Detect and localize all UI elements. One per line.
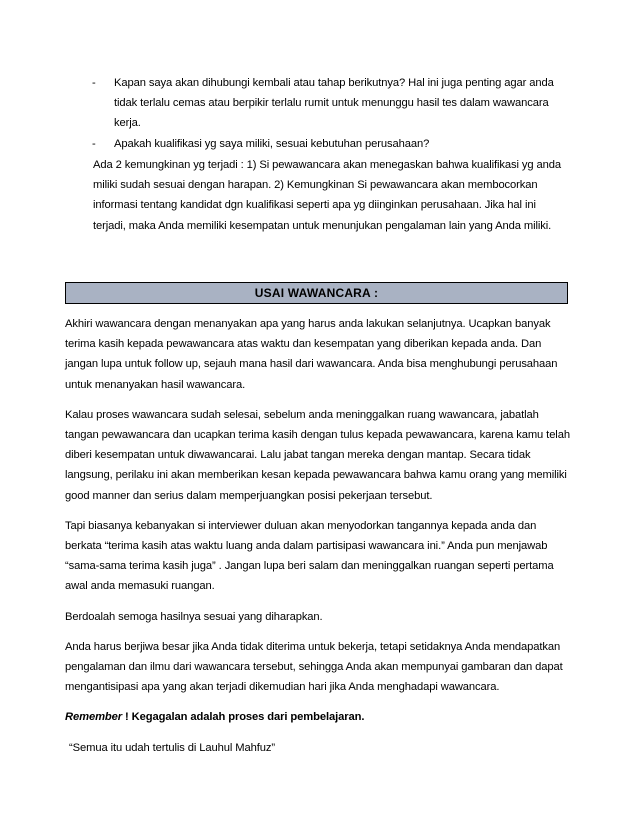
paragraph: Berdoalah semoga hasilnya sesuai yang diharapkan. <box>65 610 323 623</box>
section-heading: USAI WAWANCARA : <box>65 282 568 304</box>
paragraph: Anda harus berjiwa besar jika Anda tidak diterima untuk bekerja, tetapi setidaknya Anda mendapatkan pengalaman dan ilmu dari wawancara tersebut, sehingga Anda akan mempunyai gambaran dan dapat mengantisipasi apa yang akan terjadi dikemudian hari jika Anda menghadapi wawancara. <box>65 640 563 694</box>
paragraph: Akhiri wawancara dengan menanyakan apa yang harus anda lakukan selanjutnya. Ucapkan banyak terima kasih kepada pewawancara atas waktu dan kesempatan yang diberikan kepada anda. Dan jangan lupa untuk follow up, sejauh mana hasil dari wawancara. Anda bisa menghubungi perusahaan untuk menanyakan hasil wawancara. <box>65 318 558 391</box>
bullet-text: Kapan saya akan dihubungi kembali atau tahap berikutnya? Hal ini juga penting agar anda tidak terlalu cemas atau berpikir terlalu rumit untuk menunggu hasil tes dalam wawancara kerja. <box>114 77 554 130</box>
possibilities-paragraph: Ada 2 kemungkinan yg terjadi : 1) Si pewawancara akan menegaskan bahwa kualifikasi yg anda miliki sudah sesuai dengan harapan. 2) Kemungkinan Si pewawancara akan membocorkan informasi tentang kandidat dgn kualifikasi seperti apa yg diinginkan perusahaan. Jika hal ini terjadi, maka Anda memiliki kesempatan untuk menunjukan pengalaman lain yang Anda miliki. <box>93 159 561 232</box>
list-item <box>88 134 568 154</box>
bullet-text: Apakah kualifikasi yg saya miliki, sesuai kebutuhan perusahaan? <box>114 137 430 150</box>
remember-line <box>65 707 571 727</box>
section-body <box>65 314 571 768</box>
remember-emphasis: Remember <box>65 711 123 724</box>
remember-text: ! Kegagalan adalah proses dari pembelajaran. <box>122 711 365 724</box>
bullet-marker: - <box>92 77 96 89</box>
paragraph: Kalau proses wawancara sudah selesai, sebelum anda meninggalkan ruang wawancara, jabatlah tangan pewawancara dan ucapkan terima kasih dengan tulus kepada pewawancara, karena kamu telah diberi kesempatan untuk diwawancarai. Lalu jabat tangan mereka dengan mantap. Secara tidak langsung, perilaku ini akan memberikan kesan kepada pewawancara bahwa kamu orang yang memiliki good manner dan serius dalam memperjuangkan posisi pekerjaan tersebut. <box>65 408 570 502</box>
list-item <box>88 73 568 134</box>
bullet-marker: - <box>92 137 96 150</box>
question-bullet-list <box>88 73 568 154</box>
closing-quote: “Semua itu udah tertulis di Lauhul Mahfuz” <box>69 741 275 754</box>
paragraph: Tapi biasanya kebanyakan si interviewer duluan akan menyodorkan tangannya kepada anda dan berkata “terima kasih atas waktu luang anda dalam partisipasi wawancara ini.” Anda pun menjawab “sama-sama terima kasih juga” . Jangan lupa beri salam dan meninggalkan ruangan seperti pertama awal anda memasuki ruangan. <box>65 519 554 593</box>
